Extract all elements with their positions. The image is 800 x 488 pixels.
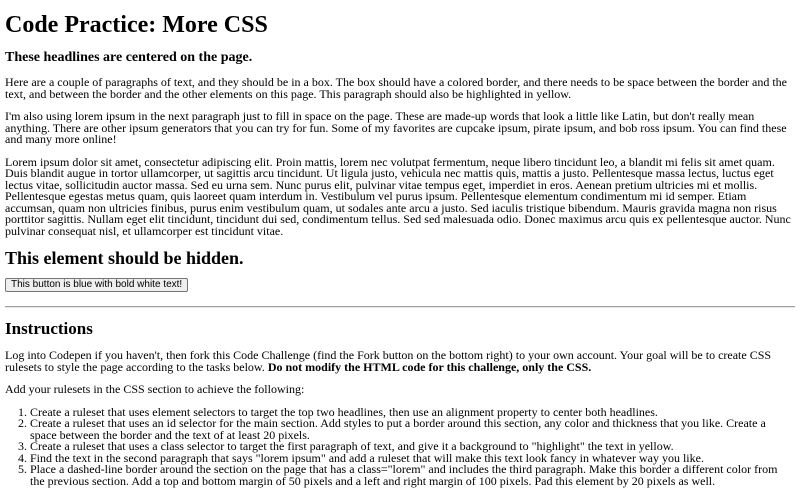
hidden-element-heading: This element should be hidden. bbox=[5, 248, 244, 268]
paragraph-lorem-note: I'm also using lorem ipsum in the next paragraph just to fill in space on the page. These are made-up words that look a little like Latin, but don't really mean anything. There are other ipsum generators that you can try for fun. Some of my favorites are cupcake ipsum, pirate ipsum, and bob ross ipsum. You can find these and many more online! bbox=[5, 109, 787, 146]
instructions-intro-text: Log into Codepen if you haven't, then fork this Code Challenge (find the Fork button on the bottom right) to your own account. Your goal will be to create CSS rulesets to style the page according to the tasks below. bbox=[5, 348, 772, 374]
task-item: 3. Create a ruleset that uses a class selector to target the first paragraph of text, and give it a background to "highlight" the text in yellow. bbox=[30, 441, 795, 453]
page bbox=[0, 11, 800, 487]
instructions-intro-bold: Do not modify the HTML code for this challenge, only the CSS. bbox=[267, 359, 592, 374]
task-item: 5. Place a dashed-line border around the section on the page that has a class="lorem" and includes the third paragraph. Make this border a different color from the previous section. Add a top and bottom margin of 50 pixels and a left and right margin of 100 pixels. Pad this element by 20 pixels as well. bbox=[30, 464, 795, 487]
paragraph-intro: Here are a couple of paragraphs of text, and they should be in a box. The box should have a colored border, and there needs to be space between the border and the text, and between the border and the other elements on this page. This paragraph should also be highlighted in yellow. bbox=[5, 75, 788, 101]
task-item: 4. Find the text in the second paragraph that says "lorem ipsum" and add a ruleset that will make this text look fancy in whatever way you like. bbox=[30, 453, 795, 465]
button-container bbox=[5, 277, 795, 292]
instructions-lead: Add your rulesets in the CSS section to achieve the following: bbox=[5, 382, 305, 396]
paragraph-lorem-ipsum: Lorem ipsum dolor sit amet, consectetur adipiscing elit. Proin mattis, lorem nec volutpat fermentum, neque libero tincidunt leo, a blandit mi felis sit amet quam. Duis blandit augue in tortor ullamcorper, ut sagittis arcu tincidunt. Ut ligula justo, vehicula nec mattis quis, mattis a justo. Pellentesque massa lectus, luctus eget lectus vitae, sollicitudin auctor massa. Sed eu urna sem. Nunc purus elit, pulvinar vitae tempus eget, imperdiet in eros. Aenean pretium ultricies mi et mollis. Pellentesque egestas metus quam, quis laoreet quam interdum in. Vestibulum vel purus ipsum. Pellentesque elementum condimentum mi id semper. Etiam accumsan, quam non ultricies finibus, purus enim vestibulum quam, ut sodales ante arcu a justo. Sed iaculis tristique bibendum. Mauris gravida magna non risus porttitor sagittis. Nullam eget elit tincidunt, tincidunt dui sed, condimentum tellus. Sed sed malesuada odio. Donec maximus arcu quis ex pellentesque auctor. Nunc pulvinar consequat nisl, et ullamcorper est tincidunt vitae. bbox=[5, 154, 791, 238]
task-list bbox=[5, 404, 795, 488]
task-item: 2. Create a ruleset that uses an id selector for the main section. Add styles to put a border around this section, any color and thickness that you like. Create a space between the border and the text of at least 20 pixels. bbox=[30, 418, 795, 441]
instructions-heading: Instructions bbox=[5, 319, 93, 338]
instructions-intro bbox=[5, 350, 795, 373]
demo-button[interactable]: This button is blue with bold white text! bbox=[5, 278, 188, 292]
subtitle-headline: These headlines are centered on the page. bbox=[5, 50, 253, 65]
task-item: 1. Create a ruleset that uses element selectors to target the top two headlines, then use an alignment property to center both headlines. bbox=[30, 407, 795, 419]
page-title: Code Practice: More CSS bbox=[5, 12, 268, 38]
divider bbox=[5, 306, 795, 308]
